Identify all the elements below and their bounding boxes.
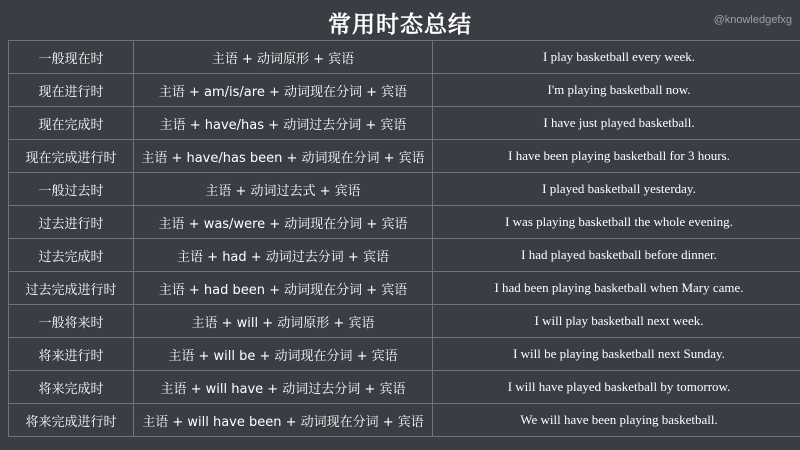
tense-name: 现在进行时 bbox=[9, 74, 134, 107]
tense-formula: 主语 + will + 动词原形 + 宾语 bbox=[134, 305, 433, 338]
tense-example: I had been playing basketball when Mary came. bbox=[433, 272, 800, 305]
tense-formula: 主语 + have/has been + 动词现在分词 + 宾语 bbox=[134, 140, 433, 173]
watermark-label: @knowledgefxg bbox=[713, 14, 792, 26]
tense-example: I will play basketball next week. bbox=[433, 305, 800, 338]
tense-formula: 主语 + am/is/are + 动词现在分词 + 宾语 bbox=[134, 74, 433, 107]
table-row bbox=[9, 371, 800, 404]
tense-example: I play basketball every week. bbox=[433, 41, 800, 74]
tense-formula: 主语 + had + 动词过去分词 + 宾语 bbox=[134, 239, 433, 272]
tense-formula: 主语 + had been + 动词现在分词 + 宾语 bbox=[134, 272, 433, 305]
table-row bbox=[9, 305, 800, 338]
tense-name: 一般过去时 bbox=[9, 173, 134, 206]
tense-name: 过去完成进行时 bbox=[9, 272, 134, 305]
table-row bbox=[9, 74, 800, 107]
tense-example: We will have been playing basketball. bbox=[433, 404, 800, 437]
tense-name: 现在完成进行时 bbox=[9, 140, 134, 173]
tense-formula: 主语 + have/has + 动词过去分词 + 宾语 bbox=[134, 107, 433, 140]
table-row bbox=[9, 239, 800, 272]
table-container bbox=[0, 40, 800, 437]
table-row bbox=[9, 140, 800, 173]
tense-example: I will have played basketball by tomorrow. bbox=[433, 371, 800, 404]
tense-formula: 主语 + will have + 动词过去分词 + 宾语 bbox=[134, 371, 433, 404]
tense-name: 将来进行时 bbox=[9, 338, 134, 371]
table-row bbox=[9, 41, 800, 74]
tense-name: 将来完成进行时 bbox=[9, 404, 134, 437]
tense-formula: 主语 + will have been + 动词现在分词 + 宾语 bbox=[134, 404, 433, 437]
tense-example: I was playing basketball the whole evening. bbox=[433, 206, 800, 239]
tense-name: 一般将来时 bbox=[9, 305, 134, 338]
table-body bbox=[9, 41, 800, 437]
tense-formula: 主语 + was/were + 动词现在分词 + 宾语 bbox=[134, 206, 433, 239]
table-row bbox=[9, 107, 800, 140]
table-row bbox=[9, 173, 800, 206]
tense-example: I had played basketball before dinner. bbox=[433, 239, 800, 272]
page-title: 常用时态总结 bbox=[328, 11, 472, 37]
tense-name: 将来完成时 bbox=[9, 371, 134, 404]
table-row bbox=[9, 404, 800, 437]
tense-formula: 主语 + 动词原形 + 宾语 bbox=[134, 41, 433, 74]
tense-name: 一般现在时 bbox=[9, 41, 134, 74]
tense-formula: 主语 + 动词过去式 + 宾语 bbox=[134, 173, 433, 206]
table-row bbox=[9, 272, 800, 305]
tense-example: I played basketball yesterday. bbox=[433, 173, 800, 206]
tense-name: 过去完成时 bbox=[9, 239, 134, 272]
tense-example: I have just played basketball. bbox=[433, 107, 800, 140]
tense-example: I have been playing basketball for 3 hours. bbox=[433, 140, 800, 173]
table-row bbox=[9, 338, 800, 371]
tense-name: 现在完成时 bbox=[9, 107, 134, 140]
table-row bbox=[9, 206, 800, 239]
tense-example: I will be playing basketball next Sunday. bbox=[433, 338, 800, 371]
tense-name: 过去进行时 bbox=[9, 206, 134, 239]
tense-summary-table bbox=[8, 40, 800, 437]
tense-example: I'm playing basketball now. bbox=[433, 74, 800, 107]
header bbox=[0, 0, 800, 40]
tense-formula: 主语 + will be + 动词现在分词 + 宾语 bbox=[134, 338, 433, 371]
